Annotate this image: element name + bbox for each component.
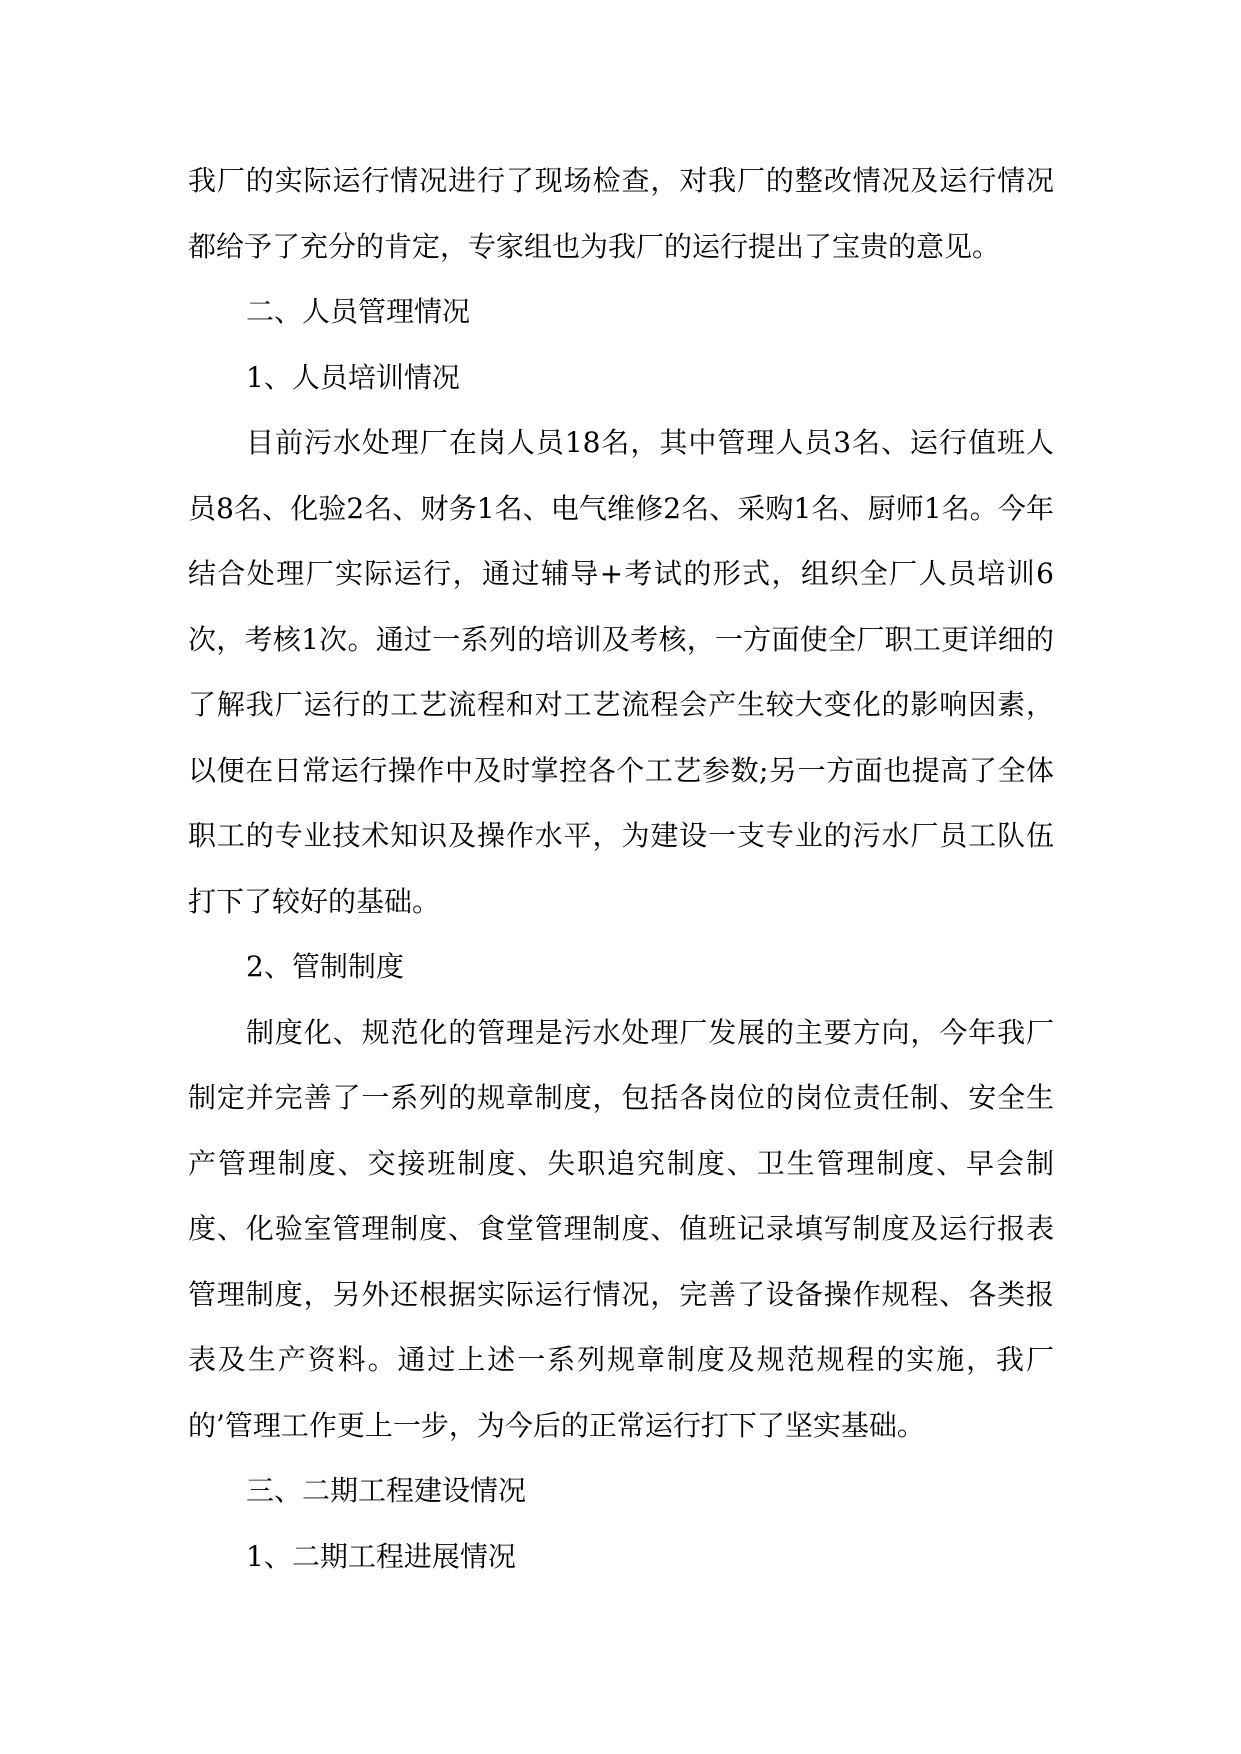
paragraph-rules: 制度化、规范化的管理是污水处理厂发展的主要方向，今年我厂制定并完善了一系列的规章制度，包括各岗位的岗位责任制、安全生产管理制度、交接班制度、失职追究制度、卫生管理制度、早会制度、化验室管理制度、食堂管理制度、值班记录填写制度及运行报表管理制度，另外还根据实际运行情况，完善了设备操作规程、各类报表及生产资料。通过上述一系列规章制度及规范规程的实施，我厂的’管理工作更上一步，为今后的正常运行打下了坚实基础。 [188, 1015, 1054, 1442]
subsection-heading-progress: 1、二期工程进展情况 [246, 1539, 516, 1573]
subsection-heading-rules: 2、管制制度 [246, 950, 404, 983]
paragraph-continuation: 我厂的实际运行情况进行了现场检查，对我厂的整改情况及运行情况都给予了充分的肯定，专家组也为我厂的运行提出了宝贵的意见。 [188, 164, 1054, 263]
document-page [188, 148, 1054, 1589]
section-heading-phase-two: 三、二期工程建设情况 [246, 1474, 527, 1507]
subsection-heading-training: 1、人员培训情况 [246, 360, 460, 394]
paragraph-training: 目前污水处理厂在岗人员18名，其中管理人员3名、运行值班人员8名、化验2名、财务1名、电气维修2名、采购1名、厨师1名。今年结合处理厂实际运行，通过辅导+考试的形式，组织全厂人员培训6次，考核1次。通过一系列的培训及考核，一方面使全厂职工更详细的了解我厂运行的工艺流程和对工艺流程会产生较大变化的影响因素，以便在日常运行操作中及时掌控各个工艺参数;另一方面也提高了全体职工的专业技术知识及操作水平，为建设一支专业的污水厂员工队伍打下了较好的基础。 [188, 426, 1054, 918]
section-heading-personnel: 二、人员管理情况 [246, 295, 471, 328]
